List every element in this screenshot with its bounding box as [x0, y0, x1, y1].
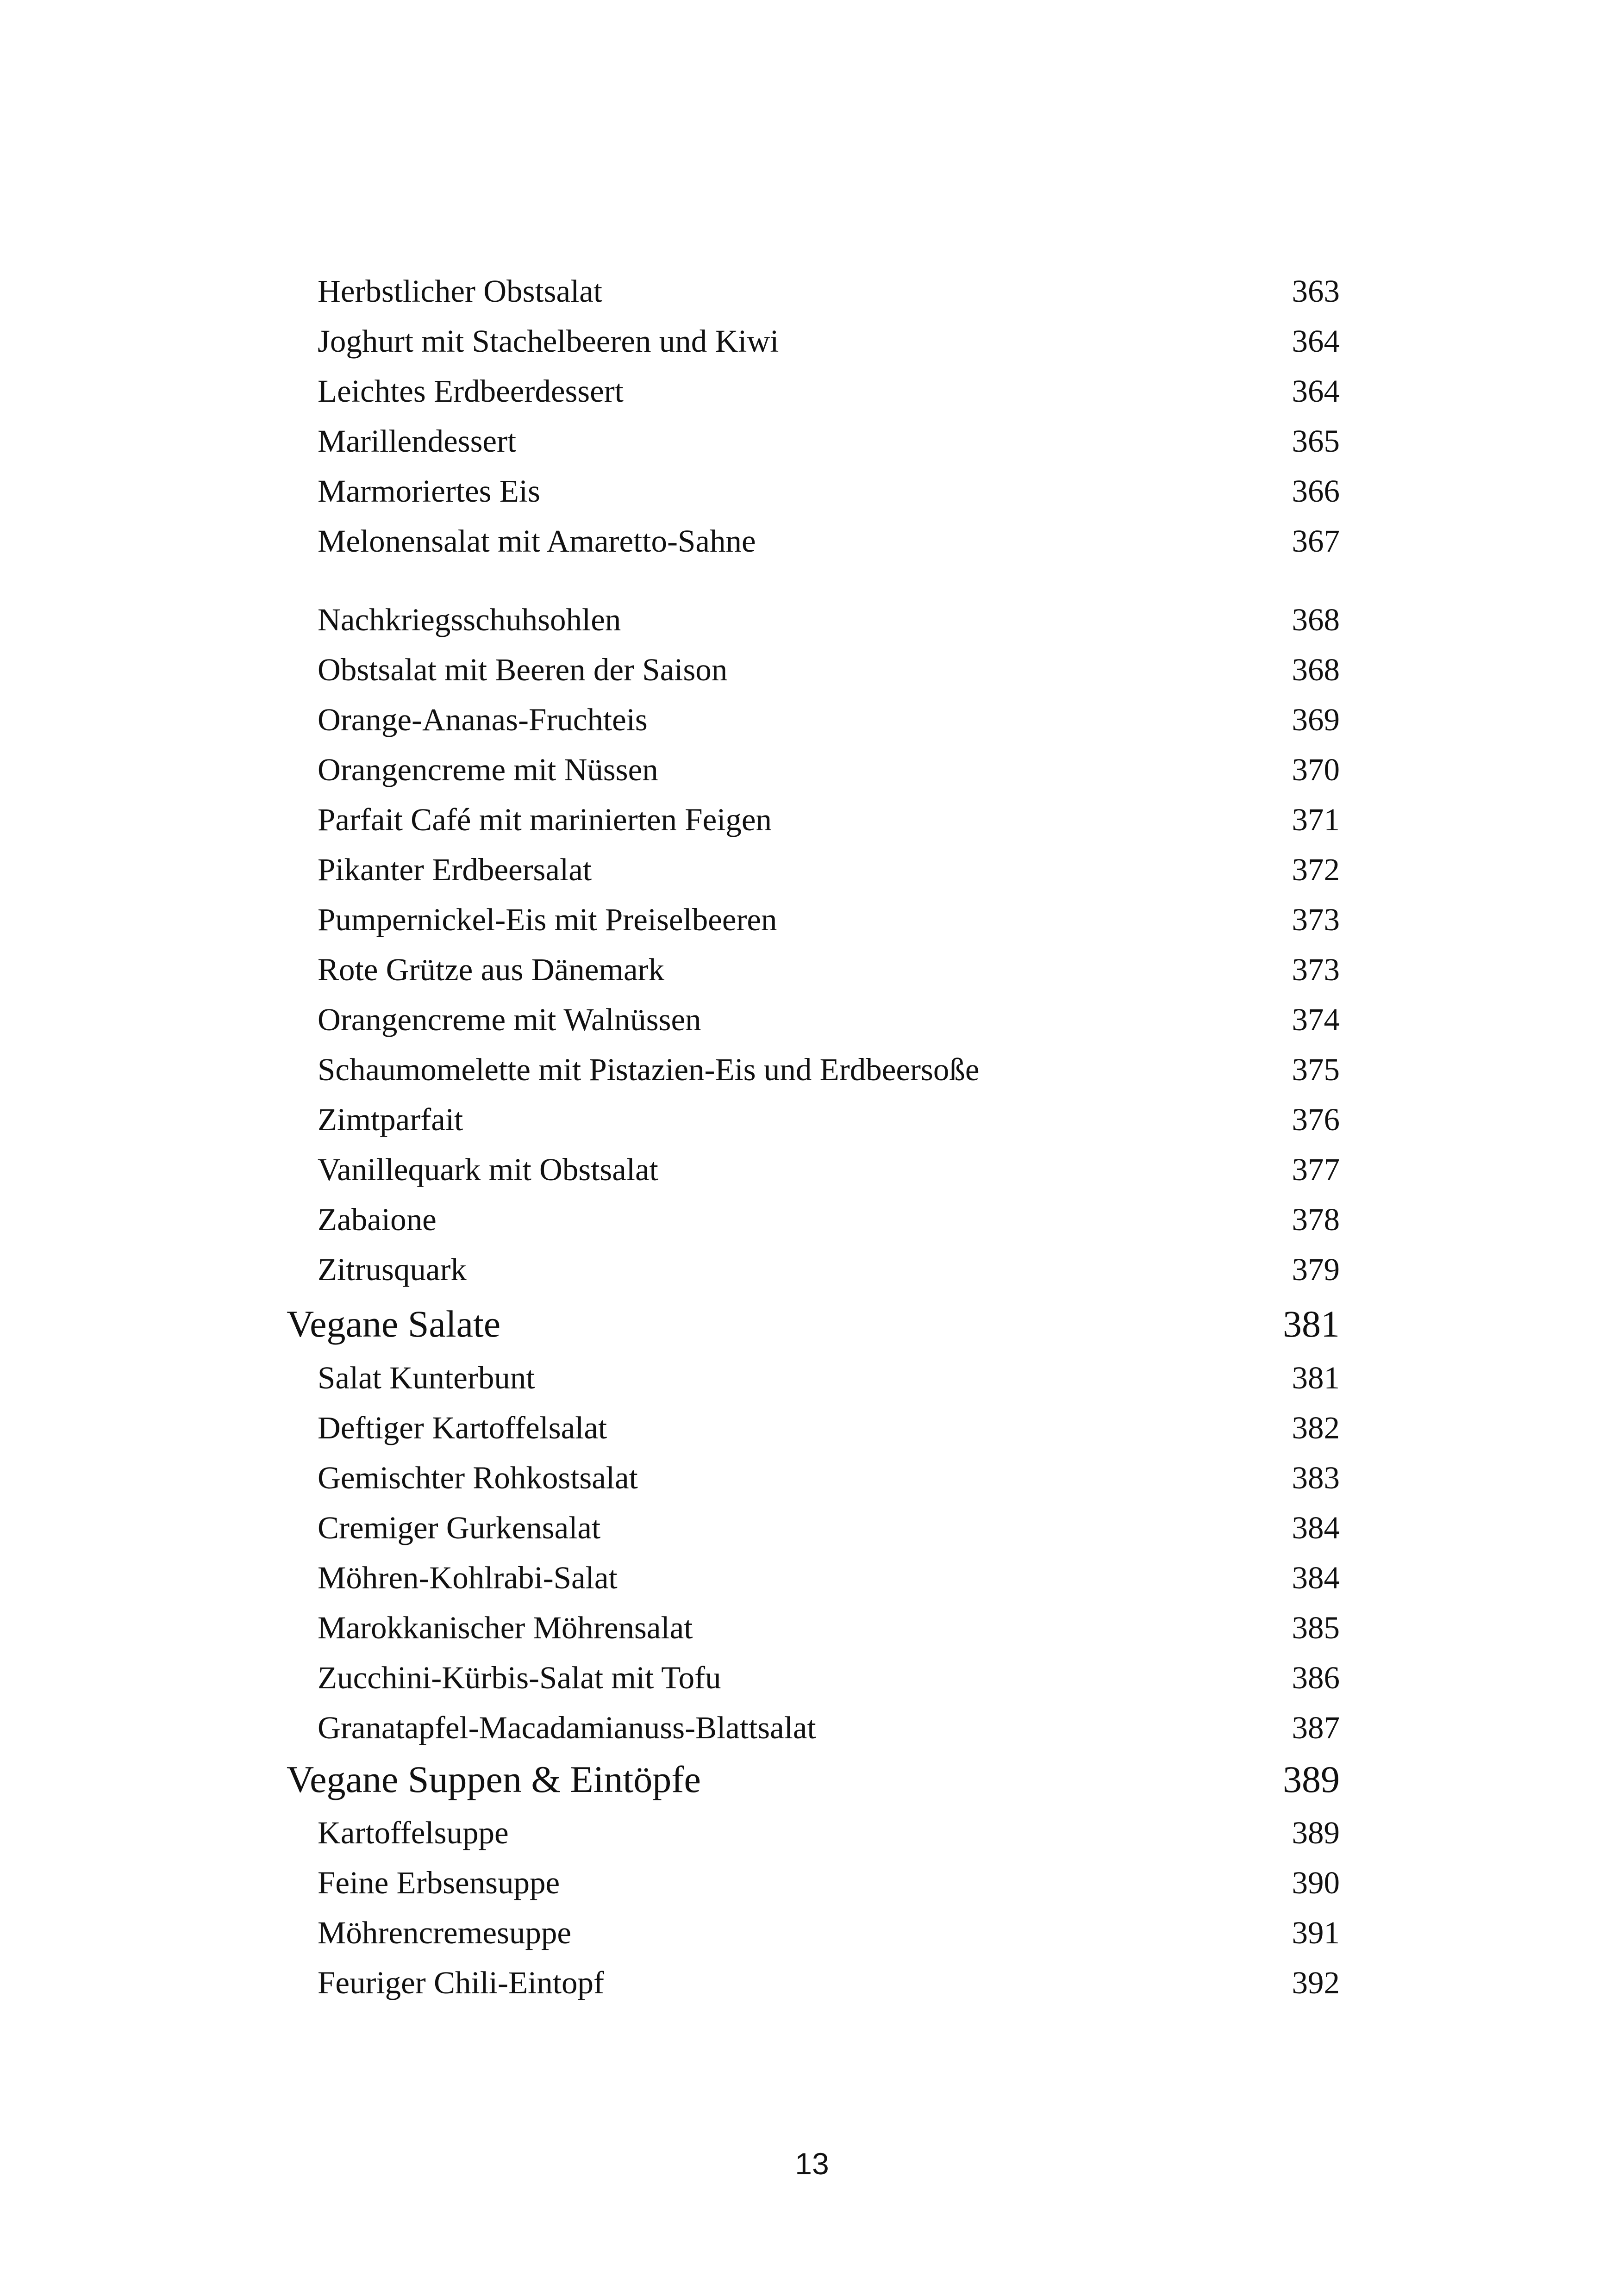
toc-entry[interactable]: [318, 1703, 1340, 1753]
toc-entry-title: Zucchini-Kürbis-Salat mit Tofu: [318, 1660, 721, 1695]
toc-entry[interactable]: [318, 1145, 1340, 1195]
toc-entry-title: Leichtes Erdbeerdessert: [318, 373, 624, 409]
toc-entry[interactable]: [318, 366, 1340, 416]
toc-entry-title: Rote Grütze aus Dänemark: [318, 952, 665, 987]
toc-entry-page: 368: [1292, 652, 1340, 687]
toc-entry-page: 386: [1292, 1660, 1340, 1695]
toc-entry[interactable]: [318, 1195, 1340, 1244]
toc-entry-title: Orangencreme mit Nüssen: [318, 752, 658, 787]
toc-entry-page: 392: [1292, 1965, 1340, 2000]
toc-entry-page: 369: [1292, 702, 1340, 737]
toc-entry-title: Marillendessert: [318, 423, 517, 459]
toc-entry[interactable]: [318, 316, 1340, 366]
toc-entry-title: Cremiger Gurkensalat: [318, 1510, 601, 1545]
toc-entry-page: 385: [1292, 1610, 1340, 1645]
toc-chapter-heading[interactable]: [287, 1755, 1340, 1804]
toc-entry-page: 390: [1292, 1865, 1340, 1900]
toc-entry[interactable]: [318, 645, 1340, 695]
toc-entry-page: 377: [1292, 1152, 1340, 1187]
toc-entry[interactable]: [318, 745, 1340, 795]
toc-entry-page: 370: [1292, 752, 1340, 787]
toc-entry-title: Herbstlicher Obstsalat: [318, 274, 603, 309]
toc-entry[interactable]: [318, 1353, 1340, 1403]
toc-chapter-heading[interactable]: [287, 1299, 1340, 1349]
toc-entry[interactable]: [318, 416, 1340, 466]
toc-entry-page: 368: [1292, 602, 1340, 637]
toc-entry-page: 371: [1292, 802, 1340, 837]
toc-entry[interactable]: [318, 466, 1340, 516]
toc-entry-page: 384: [1292, 1560, 1340, 1595]
toc-entry-title: Vanillequark mit Obstsalat: [318, 1152, 658, 1187]
toc-entry-page: 364: [1292, 373, 1340, 409]
toc-entry[interactable]: [318, 945, 1340, 995]
toc-entry[interactable]: [318, 1858, 1340, 1908]
toc-entry[interactable]: [318, 266, 1340, 316]
toc-entry[interactable]: [318, 595, 1340, 645]
toc-entry-title: Feine Erbsensuppe: [318, 1865, 560, 1900]
toc-entry-title: Möhrencremesuppe: [318, 1915, 571, 1950]
toc-entry[interactable]: [318, 845, 1340, 895]
toc-entry[interactable]: [318, 995, 1340, 1045]
toc-entry[interactable]: [318, 1603, 1340, 1653]
toc-entry[interactable]: [318, 1453, 1340, 1503]
toc-entry-page: 378: [1292, 1202, 1340, 1237]
toc-entry-title: Zimtparfait: [318, 1102, 463, 1137]
toc-entry[interactable]: [318, 1553, 1340, 1603]
toc-entry-title: Zitrusquark: [318, 1252, 467, 1287]
toc-entry[interactable]: [318, 1908, 1340, 1958]
toc-entry-title: Gemischter Rohkostsalat: [318, 1460, 638, 1495]
toc-entry[interactable]: [318, 1808, 1340, 1858]
toc-entry-title: Schaumomelette mit Pistazien-Eis und Erdbeersoße: [318, 1052, 980, 1087]
toc-chapter-title: Vegane Salate: [287, 1303, 501, 1345]
toc-entry-page: 379: [1292, 1252, 1340, 1287]
toc-entry-title: Zabaione: [318, 1202, 437, 1237]
toc-entry-title: Salat Kunterbunt: [318, 1360, 535, 1395]
toc-entry[interactable]: [318, 1095, 1340, 1145]
toc-entry[interactable]: [318, 1503, 1340, 1553]
toc-entry-page: 373: [1292, 902, 1340, 937]
toc-entry-title: Orange-Ananas-Fruchteis: [318, 702, 648, 737]
toc-entry-page: 391: [1292, 1915, 1340, 1950]
toc-entry[interactable]: [318, 695, 1340, 745]
toc-entry-page: 376: [1292, 1102, 1340, 1137]
toc-entry[interactable]: [318, 1244, 1340, 1294]
toc-entry-page: 365: [1292, 423, 1340, 459]
toc-chapter-page: 389: [1283, 1758, 1340, 1800]
toc-entry-title: Deftiger Kartoffelsalat: [318, 1410, 607, 1445]
toc-entry-title: Pumpernickel-Eis mit Preiselbeeren: [318, 902, 777, 937]
toc-entry-title: Feuriger Chili-Eintopf: [318, 1965, 604, 2000]
toc-entry-page: 366: [1292, 473, 1340, 509]
toc-entry-title: Granatapfel-Macadamianuss-Blattsalat: [318, 1710, 816, 1745]
toc-entry[interactable]: [318, 1653, 1340, 1703]
toc-chapter-page: 381: [1283, 1303, 1340, 1345]
toc-entry-title: Obstsalat mit Beeren der Saison: [318, 652, 728, 687]
toc-entry-page: 381: [1292, 1360, 1340, 1395]
toc-entry-page: 363: [1292, 274, 1340, 309]
toc-entry[interactable]: [318, 795, 1340, 845]
toc-entry-page: 367: [1292, 523, 1340, 559]
toc-entry-page: 374: [1292, 1002, 1340, 1037]
toc-entry-title: Orangencreme mit Walnüssen: [318, 1002, 701, 1037]
toc-entry-title: Parfait Café mit marinierten Feigen: [318, 802, 772, 837]
toc-entry-title: Pikanter Erdbeersalat: [318, 852, 592, 887]
toc-entry-page: 387: [1292, 1710, 1340, 1745]
toc-entry-title: Möhren-Kohlrabi-Salat: [318, 1560, 618, 1595]
toc-entry-title: Melonensalat mit Amaretto-Sahne: [318, 523, 756, 559]
page-number: 13: [795, 2147, 829, 2181]
toc-entry-page: 372: [1292, 852, 1340, 887]
toc-entry-title: Marmoriertes Eis: [318, 473, 540, 509]
toc-entry[interactable]: [318, 1045, 1340, 1095]
toc-entry[interactable]: [318, 1958, 1340, 2008]
toc-entry-page: 373: [1292, 952, 1340, 987]
toc-entry[interactable]: [318, 516, 1340, 566]
toc-entry-page: 389: [1292, 1815, 1340, 1850]
toc-entry[interactable]: [318, 1403, 1340, 1453]
toc-entry-page: 384: [1292, 1510, 1340, 1545]
toc-entry-page: 375: [1292, 1052, 1340, 1087]
toc-entry-title: Nachkriegsschuhsohlen: [318, 602, 621, 637]
toc-chapter-title: Vegane Suppen & Eintöpfe: [287, 1758, 701, 1800]
toc-entry-page: 382: [1292, 1410, 1340, 1445]
toc-entry-page: 383: [1292, 1460, 1340, 1495]
toc-entry-title: Marokkanischer Möhrensalat: [318, 1610, 693, 1645]
toc-entry-title: Joghurt mit Stachelbeeren und Kiwi: [318, 324, 779, 359]
toc-entry-page: 364: [1292, 324, 1340, 359]
toc-entry[interactable]: [318, 895, 1340, 945]
toc-entry-title: Kartoffelsuppe: [318, 1815, 509, 1850]
